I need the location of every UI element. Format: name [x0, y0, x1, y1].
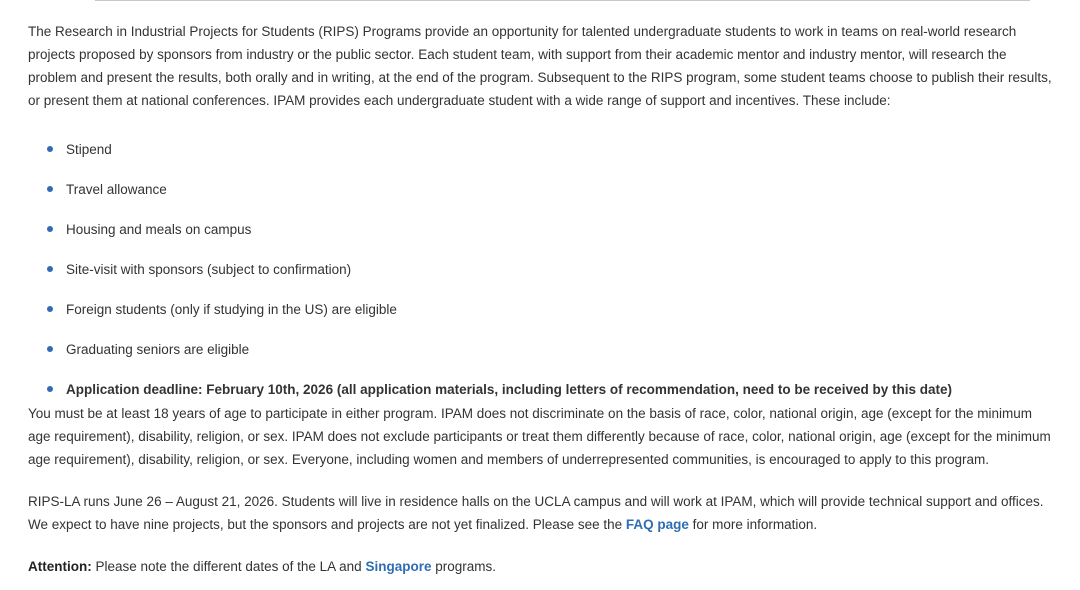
attention-text-after: programs.: [431, 559, 496, 574]
list-item-label: Housing and meals on campus: [66, 222, 252, 237]
list-item: [28, 330, 1058, 370]
bullet-icon: [47, 226, 53, 232]
list-item: [28, 250, 1058, 290]
intro-paragraph: The Research in Industrial Projects for Students (RIPS) Programs provide an opportunity for talented undergraduate students to work in teams on real-world research projects proposed by sponsors from industry or the public sector. Each student team, with support from their academic mentor and industry mentor, will research the problem and present the results, both orally and in writing, at the end of the program. Subsequent to the RIPS program, some student teams choose to publish their results, or present them at national conferences. IPAM provides each undergraduate student with a wide range of support and incentives. These include:: [28, 24, 1052, 108]
bullet-icon: [47, 386, 53, 392]
list-item: [28, 170, 1058, 210]
eligibility-paragraph: You must be at least 18 years of age to participate in either program. IPAM does not discriminate on the basis of race, color, national origin, age (except for the minimum age requirement), disability, religion, or sex. IPAM does not exclude participants or treat them differently because of race, color, national origin, age (except for the minimum age requirement), disability, religion, or sex. Everyone, including women and members of underrepresented communities, is encouraged to apply to this program.: [28, 406, 1051, 467]
attention-text: Please note the different dates of the LA and: [91, 559, 366, 574]
list-item-label: Travel allowance: [66, 182, 167, 197]
rips-la-text-after: for more information.: [688, 517, 818, 532]
incentives-list: [28, 130, 1058, 402]
list-item: [28, 210, 1058, 250]
list-item-label: Site-visit with sponsors (subject to confirmation): [66, 262, 352, 277]
bullet-icon: [47, 306, 53, 312]
attention-paragraph: [28, 555, 1058, 578]
list-item: [28, 290, 1058, 330]
bullet-icon: [47, 346, 53, 352]
top-divider: [95, 0, 1030, 1]
rips-la-paragraph: [28, 490, 1058, 536]
main-content: [28, 20, 1058, 578]
list-item-label: Stipend: [66, 142, 112, 157]
list-item-label: Graduating seniors are eligible: [66, 342, 250, 357]
list-item: [28, 130, 1058, 170]
application-deadline-label: Application deadline: February 10th, 2026 (all application materials, including letters of recommendation, need to be received by this date): [66, 382, 952, 397]
bullet-icon: [47, 186, 53, 192]
faq-page-link[interactable]: FAQ page: [625, 517, 689, 532]
list-item-label: Foreign students (only if studying in the US) are eligible: [66, 302, 397, 317]
attention-label: Attention:: [28, 559, 92, 574]
rips-la-text: RIPS-LA runs June 26 – August 21, 2026. Students will live in residence halls on the UCLA campus and will work at IPAM, which will provide technical support and offices. We expect to have nine projects, but the sponsors and projects are not yet finalized. Please see the: [28, 494, 1044, 532]
bullet-icon: [47, 146, 53, 152]
bullet-icon: [47, 266, 53, 272]
singapore-link[interactable]: Singapore: [365, 559, 432, 574]
application-deadline-item: [28, 370, 1058, 402]
